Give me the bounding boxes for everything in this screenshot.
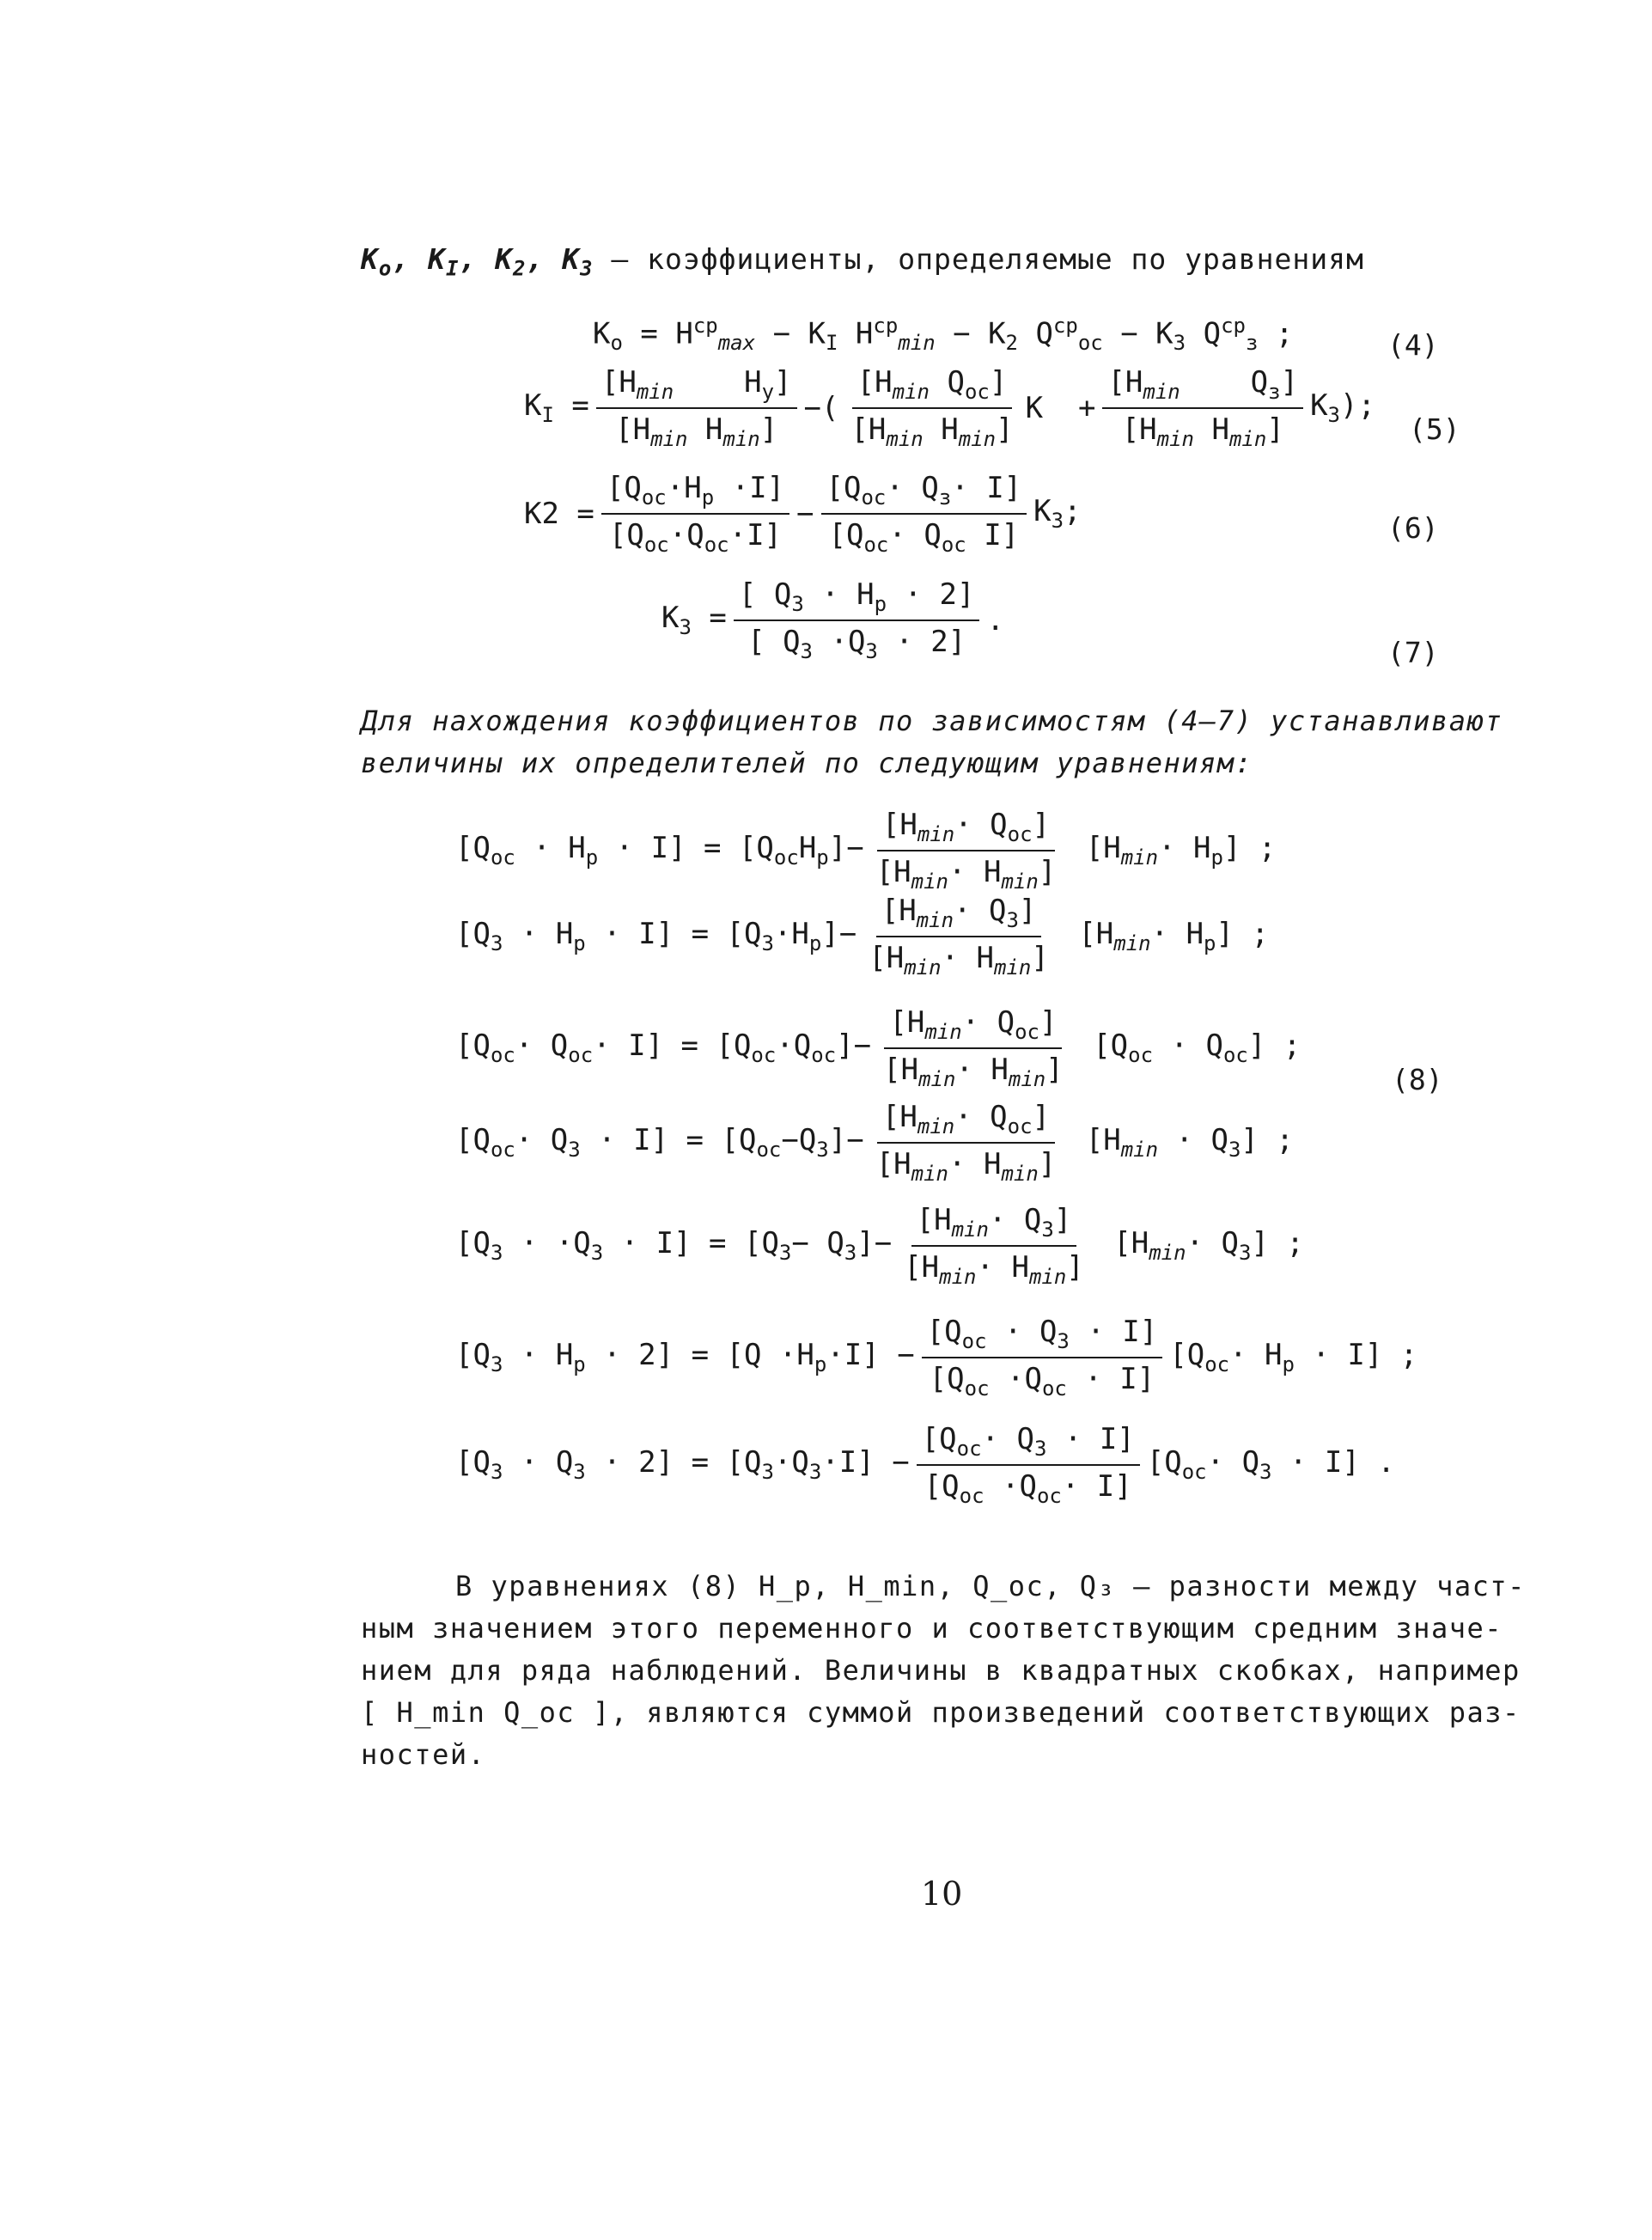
equation-7: $K_3$ = $\frac{[ Q_3 \cdot H_р \cdot 2]}{[ Q_3 \cdot Q_3 \cdot 2]}$ . — [661, 577, 1004, 663]
equation-number-5: (5) — [1409, 412, 1460, 446]
paragraph-2 — [361, 1566, 1526, 1776]
paragraph-2-line: нием для ряда наблюдений. Величины в квадратных скобках, например — [361, 1654, 1521, 1687]
paragraph-2-line: ностей. — [361, 1738, 486, 1771]
equation-number-6: (6) — [1387, 511, 1439, 545]
equation-4: $K_o = H^{ср}_{max} - K_I$ $H^{ср}_{min} - K_2$ $Q^{ср}_{ос} - K_3$ $Q^{ср}_з$ ; — [593, 314, 1294, 356]
system8-row: $[Q_{ос}\cdot Q_{ос}\cdot I] = [Q_{ос}\cdot Q_{ос}]-$ $\frac{[H_{min}\cdot Q_{ос}]}{[H_{min}\cdot H_{min}]}$ $[Q_{ос} \cdot Q_{ос}]$ ; — [455, 1005, 1301, 1091]
paragraph-1-line: величины их определителей по следующим уравнениям: — [361, 747, 1253, 779]
intro-line: $K_o$, $K_I$, $K_2$, $K_3$ — коэффициенты, определяемые по уравнениям — [361, 242, 1364, 281]
equation-5: $K_I$ = $\frac{[H_{min} H_у]}{[H_{min} H_{min}]}$ −( $\frac{[H_{min} Q_{ос}]}{[H_{min} H_{min}]}$ K + $\frac{[H_{min} Q_з]}{[H_{min} H_{min}]}$ $K_3$); — [524, 365, 1375, 451]
equation-number-8: (8) — [1392, 1063, 1443, 1096]
equation-6: K2 = $\frac{[Q_{ос}\cdot H_р \cdot I]}{[Q_{ос}\cdot Q_{ос}\cdot I]}$ − $\frac{[Q_{ос}\cdot Q_з\cdot I]}{[Q_{ос}\cdot Q_{ос} I]}$ $K_3$; — [524, 471, 1082, 557]
equation-number-7: (7) — [1387, 636, 1439, 669]
system8-row: $[Q_{ос} \cdot H_р \cdot I] = [Q_{ос}H_р]-$ $\frac{[H_{min}\cdot Q_{ос}]}{[H_{min}\cdot H_{min}]}$ $[H_{min}\cdot H_р]$ ; — [455, 808, 1277, 894]
system8-row: $[Q_3 \cdot \cdot Q_3 \cdot I] = [Q_3- Q_3]-$ $\frac{[H_{min}\cdot Q_3]}{[H_{min}\cdot H_{min}]}$ $[H_{min}\cdot Q_3]$ ; — [455, 1203, 1304, 1289]
system8-row: $[Q_{ос}\cdot Q_3 \cdot I] = [Q_{ос}-Q_3]-$ $\frac{[H_{min}\cdot Q_{ос}]}{[H_{min}\cdot H_{min}]}$ $[H_{min} \cdot Q_3]$ ; — [455, 1100, 1294, 1186]
paragraph-1-line: Для нахождения коэффициентов по зависимостям (4–7) устанавливают — [361, 705, 1503, 737]
paragraph-1 — [361, 700, 1503, 784]
system8-row: $[Q_3 \cdot Q_3 \cdot 2] = [Q_3\cdot Q_3\cdot I]$ − $\frac{[Q_{ос}\cdot Q_3 \cdot I]}{[Q_{ос} \cdot Q_{ос}\cdot I]}$ $[Q_{ос}\cdot Q_3 \cdot I]$ . — [455, 1422, 1395, 1508]
system8-row: $[Q_3 \cdot H_р \cdot 2] = [Q \cdot H_р\cdot I]$ − $\frac{[Q_{ос} \cdot Q_3 \cdot I]}{[Q_{ос} \cdot Q_{ос} \cdot I]}$ $[Q_{ос}\cdot H_р \cdot I]$ ; — [455, 1315, 1418, 1401]
paragraph-2-line: ным значением этого переменного и соответствующим средним значе- — [361, 1612, 1503, 1645]
paragraph-2-line: В уравнениях (8) H_р, H_min, Q_ос, Q₃ — разности между част- — [455, 1570, 1526, 1602]
page-number: 10 — [921, 1875, 963, 1913]
system8-row: $[Q_3 \cdot H_р \cdot I] = [Q_3\cdot H_р]-$ $\frac{[H_{min}\cdot Q_3]}{[H_{min}\cdot H_{min}]}$ $[H_{min}\cdot H_р]$ ; — [455, 894, 1269, 980]
equation-number-4: (4) — [1387, 328, 1439, 362]
paragraph-2-line: [ H_min Q_ос ], являются суммой произведений соответствующих раз- — [361, 1696, 1521, 1729]
